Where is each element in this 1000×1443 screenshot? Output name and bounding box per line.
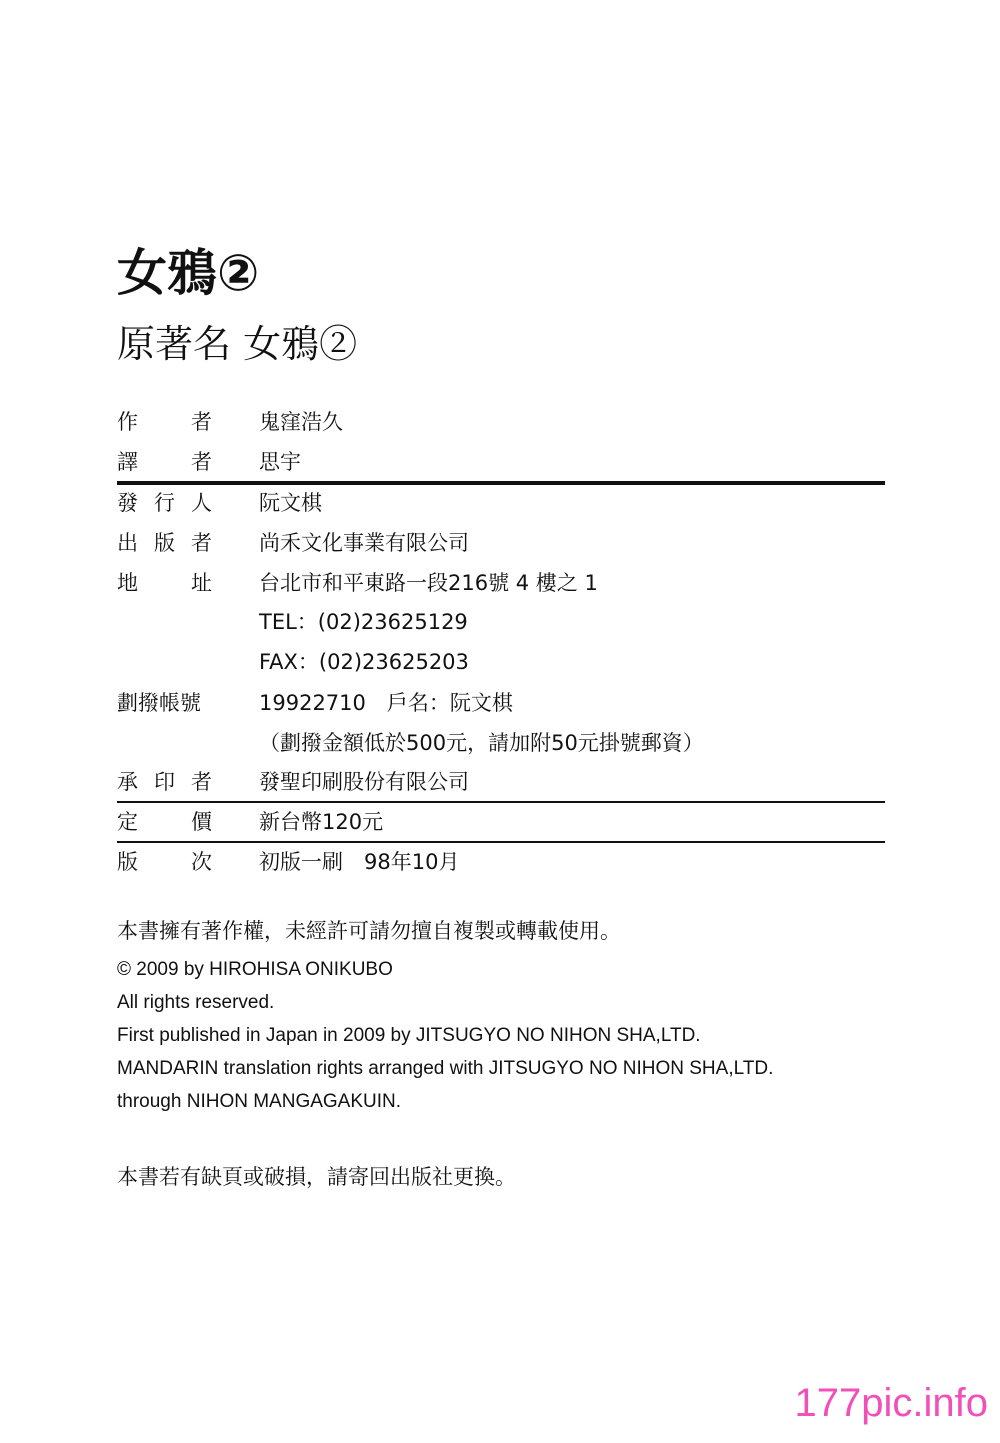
copyright-notice: 本書擁有著作權，未經許可請勿擅自複製或轉載使用。 — [117, 919, 621, 943]
credit-label: 出 版 者 — [117, 531, 212, 555]
divider — [117, 481, 885, 485]
credit-label: 地 址 — [117, 571, 212, 595]
credit-value: TEL：(02)23625129 — [259, 610, 468, 634]
credit-value: 思宇 — [259, 450, 301, 474]
copyright-line: First published in Japan in 2009 by JITSUGYO NO NIHON SHA,LTD. — [117, 1025, 701, 1046]
copyright-line: © 2009 by HIROHISA ONIKUBO — [117, 959, 393, 980]
credit-value: （劃撥金額低於500元，請加附50元掛號郵資） — [259, 731, 704, 755]
credit-label: 作 者 — [117, 410, 212, 434]
credit-value: 初版一刷 98年10月 — [259, 850, 460, 874]
credit-value: 阮文棋 — [259, 491, 322, 515]
original-title: 原著名 女鴉② — [117, 322, 358, 366]
replacement-notice: 本書若有缺頁或破損，請寄回出版社更換。 — [117, 1165, 516, 1189]
credit-value: 新台幣120元 — [259, 810, 384, 834]
copyright-line: through NIHON MANGAGAKUIN. — [117, 1091, 402, 1112]
credit-label: 版 次 — [117, 850, 212, 874]
site-watermark: 177pic.info — [794, 1381, 988, 1425]
credit-value: FAX：(02)23625203 — [259, 650, 469, 674]
credit-label: 發 行 人 — [117, 491, 212, 515]
credit-label: 定 價 — [117, 810, 212, 834]
copyright-line: All rights reserved. — [117, 992, 275, 1013]
copyright-line: MANDARIN translation rights arranged with JITSUGYO NO NIHON SHA,LTD. — [117, 1058, 774, 1079]
credit-value: 鬼窪浩久 — [259, 410, 343, 434]
divider — [117, 841, 885, 843]
credit-value: 19922710 戶名：阮文棋 — [259, 691, 513, 715]
book-title: 女鴉② — [117, 244, 260, 302]
divider — [117, 801, 885, 803]
credit-label: 承 印 者 — [117, 770, 212, 794]
credit-value: 台北市和平東路一段216號 4 樓之 1 — [259, 571, 598, 595]
credit-label: 劃撥帳號 — [117, 691, 201, 715]
credit-label: 譯 者 — [117, 450, 212, 474]
credit-value: 尚禾文化事業有限公司 — [259, 531, 469, 555]
credit-value: 發聖印刷股份有限公司 — [259, 770, 469, 794]
